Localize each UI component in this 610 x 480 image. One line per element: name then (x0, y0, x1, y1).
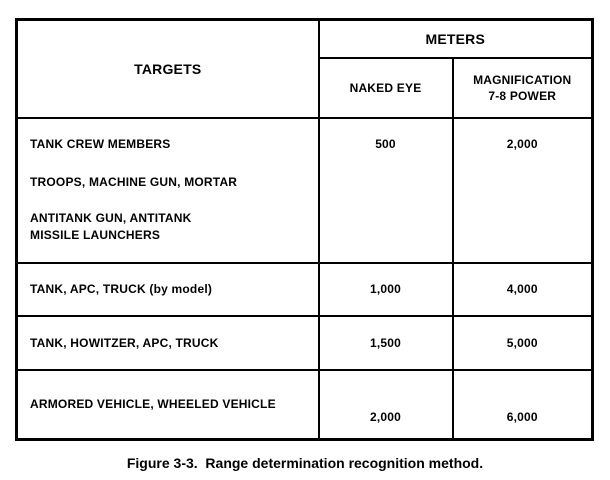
magnification-header-line2: 7-8 POWER (488, 88, 557, 103)
naked-eye-header: NAKED EYE (319, 58, 453, 118)
targets-cell (17, 118, 319, 263)
naked-eye-value: 2,000 (319, 370, 453, 440)
targets-cell (17, 316, 319, 370)
meters-header: METERS (319, 20, 593, 58)
range-table (15, 18, 594, 441)
magnification-value: 5,000 (453, 316, 593, 370)
table-row (17, 118, 593, 263)
target-item: TANK, HOWITZER, APC, TRUCK (30, 335, 219, 350)
targets-cell (17, 370, 319, 440)
magnification-header (453, 58, 593, 118)
table-row (17, 316, 593, 370)
naked-eye-value: 1,500 (319, 316, 453, 370)
magnification-value: 2,000 (453, 118, 593, 263)
targets-cell (17, 263, 319, 316)
target-item: TANK CREW MEMBERS (30, 136, 171, 151)
target-item: VEHICLE (222, 397, 276, 412)
table-row (17, 370, 593, 440)
target-item: TANK, APC, TRUCK (by model) (30, 282, 213, 296)
magnification-header-line1: MAGNIFICATION (473, 72, 572, 87)
naked-eye-value: 500 (319, 118, 453, 263)
magnification-value: 6,000 (453, 370, 593, 440)
naked-eye-value: 1,000 (319, 263, 453, 316)
target-item: TROOPS, MACHINE GUN, MORTAR (30, 174, 238, 189)
header-row-1 (17, 20, 593, 58)
target-item: ARMORED VEHICLE, WHEELED (30, 397, 219, 412)
target-item: MISSILE LAUNCHERS (30, 227, 161, 242)
target-item: ANTITANK GUN, ANTITANK (30, 210, 192, 225)
table-row (17, 263, 593, 316)
figure-caption: Figure 3-3. Range determination recognition method. (126, 455, 484, 471)
magnification-value: 4,000 (453, 263, 593, 316)
targets-header: TARGETS (17, 20, 319, 118)
